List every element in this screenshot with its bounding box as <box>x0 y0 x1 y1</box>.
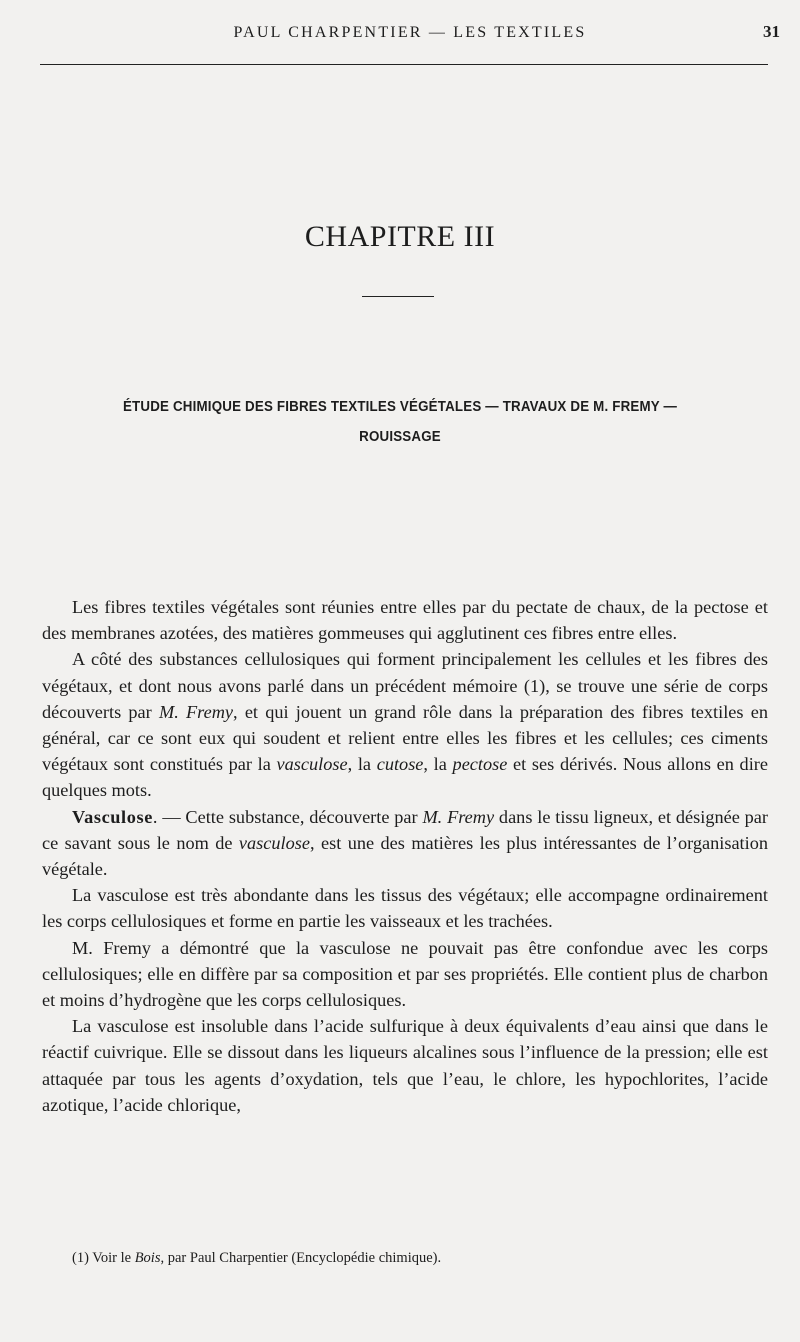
running-head <box>40 22 780 48</box>
text-run: , et qui jouent un grand rôle dans la préparation des fibres textiles en général, car ce sont eux qui soudent et relient entre elles les fibres et les cellules; ces ciments végétaux sont constitués par la <box>42 701 768 775</box>
term-pectose: pectose <box>452 754 508 775</box>
paragraph-5: M. Fremy a démontré que la vasculose ne pouvait pas être confondue avec les corps cellulosiques; elle en diffère par sa composition et par ses propriétés. Elle contient plus de charbon et moins d’hydrogène que les corps cellulosiques. <box>42 937 768 1011</box>
paragraph-4: La vasculose est très abondante dans les tissus des végétaux; elle accompagne ordinairement les corps cellulosiques et forme en partie les vaisseaux et les trachées. <box>42 885 768 932</box>
text-run: , est une des matières les plus intéressantes de l’organisation végétale. <box>42 832 768 880</box>
paragraph-3 <box>42 804 768 883</box>
footnote-text: , par Paul Charpentier (Encyclopédie chimique). <box>160 1250 442 1266</box>
heading-vasculose: Vasculose <box>72 806 153 827</box>
section-title <box>87 392 713 452</box>
page-number: 31 <box>763 22 780 41</box>
text-run: A côté des substances cellulosiques qui forment principalement les cellules et les fibres des végétaux, et dont nous avons parlé dans un précédent mémoire (1), se trouve une série de corps découverts par <box>42 649 768 722</box>
author-name: M. Fremy <box>422 806 495 827</box>
footnote-book-title: Bois <box>134 1250 161 1266</box>
header-rule <box>40 64 768 65</box>
text-run: , la <box>423 754 453 775</box>
paragraph-2 <box>42 646 768 803</box>
text-run: , la <box>347 754 377 775</box>
term-cutose: cutose <box>376 754 424 775</box>
text-run: dans le tissu ligneux, et désignée par ce savant sous le nom de <box>42 806 768 853</box>
term-vasculose: vasculose <box>238 832 310 853</box>
chapter-rule <box>362 296 434 297</box>
author-name: M. Fremy <box>158 701 234 722</box>
section-title-line-2: ROUISSAGE <box>359 429 441 445</box>
paragraph-6: La vasculose est insoluble dans l’acide sulfurique à deux équivalents d’eau ainsi que dans le réactif cuivrique. Elle se dissout dans les liqueurs alcalines sous l’influence de la pression; elle est attaquée par tous les agents d’oxydation, tels que l’eau, le chlore, les hypochlorites, l’acide azotique, l’acide chlorique, <box>42 1016 768 1115</box>
body-text <box>42 594 768 1118</box>
chapter-title: CHAPITRE III <box>304 220 496 253</box>
section-title-line-1: ÉTUDE CHIMIQUE DES FIBRES TEXTILES VÉGÉTALES — TRAVAUX DE M. FREMY — <box>122 399 678 415</box>
footnote-text: (1) Voir le <box>72 1250 135 1266</box>
text-run: et ses dérivés. Nous allons en dire quelques mots. <box>42 754 768 801</box>
paragraph-1: Les fibres textiles végétales sont réunies entre elles par du pectate de chaux, de la pectose et des membranes azotées, des matières gommeuses qui agglutinent ces fibres entre elles. <box>42 597 768 644</box>
term-vasculose: vasculose <box>276 754 348 775</box>
text-run: . — Cette substance, découverte par <box>152 806 423 827</box>
running-title: PAUL CHARPENTIER — LES TEXTILES <box>233 24 587 41</box>
footnote <box>72 1248 772 1268</box>
